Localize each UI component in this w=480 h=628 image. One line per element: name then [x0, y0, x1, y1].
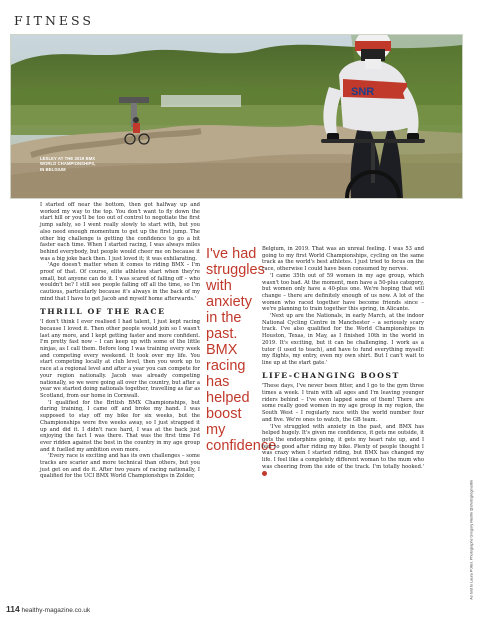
- column-2: [262, 246, 424, 477]
- paragraph: 'I qualified for the British BMX Championships, but during training, I came off and broke my hand. I was supposed to stay off my bike for six weeks, but the Championships were five weeks away, so I just strapped it up and did it. I didn't race hard, I was at the back just enjoying the fact I was there. That was the first time I'd ever ridden against the best in the country in my age group and it fuelled my ambition even more.: [40, 399, 200, 453]
- paragraph: 'Every race is exciting and has its own challenges – some tracks are scarier and more technical than others, but you just get on and do it. After two years of racing nationally, I qualified for the UCI BMX World Championships in Zolder,: [40, 453, 200, 480]
- column-1: [40, 202, 200, 480]
- paragraph: 'I don't think I ever realised I had talent, I just kept racing because I loved it. Then other people would join so I wasn't last any more, and I kept getting faster and more confident. I'm pretty fast now – I can keep up with some of the little ninjas, as I call them. Before long I was training every week and competing every weekend. It took over my life. You start competing locally at club level, then you work up to race at a regional level and after a year you can compete for your region nationally. Jacob was already competing nationally, so we were going all over the country, but after a year we started doing nationals together, travelling as far as Scotland, from our home in Cornwall.: [40, 319, 200, 399]
- paragraph: 'Next up are the Nationals, in early March, at the indoor National Cycling Centre in Manchester – a seriously scary track. I've also qualified for the World Championships in Houston, Texas, in May, as I finished 10th in the world in 2019. It's exciting, but it can be challenging. I work as a tutor (I used to teach), and have to fund everything myself: my flights, my entry, even my own shirt. But I can't wait to line up at the start gate.': [262, 313, 424, 366]
- section-label: FITNESS: [14, 13, 94, 28]
- paragraph: I started off near the bottom, then got halfway up and worked my way to the top. You don't want to fly down the start hill or you'll be too out of control to negotiate the first jump safely, so I went really slowly to start with, but you also need enough momentum to get up the first jump. The other big challenge is getting the confidence to go a bit faster each time. When I started racing, I was always miles behind everybody, but people would cheer me on because it was a big joke back then. I just loved it; it was exhilarating.: [40, 202, 200, 262]
- paragraph: Belgium, in 2019. That was an unreal feeling. I was 53 and going to my first World Championships, cycling on the same track as the world's best athletes. I just tried to focus on the race, otherwise I could have been consumed by nerves.: [262, 246, 424, 273]
- photo-credit: As told to Laura Potter. Photographs Gregory Martin @shotsgregmartin: [470, 480, 474, 600]
- page-footer: [6, 604, 90, 614]
- bmx-track-photo: [11, 35, 462, 198]
- photo-caption: LESLEY AT THE 2019 BMX WORLD CHAMPIONSHIPS, IN BELGIUM: [40, 156, 96, 172]
- paragraph: 'I came 35th out of 59 women in my age group, which wasn't too bad. At the moment, men have a 50-plus category, but women only have a 40-plus one. We're hoping that will change – there are definitely enough of us now. A lot of the women who raced together have become friends since – we're planning to train together this spring, in Alicante.: [262, 272, 424, 313]
- paragraph: [262, 424, 424, 478]
- jersey-text: SNR: [351, 86, 375, 98]
- feature-photo: [10, 34, 463, 199]
- site-url: healthy-magazine.co.uk: [21, 607, 91, 614]
- page-number: 114: [6, 604, 20, 614]
- pull-quote: I've had struggles with anxiety in the past. BMX racing has helped boost my confidence: [206, 246, 277, 454]
- subheading-boost: LIFE-CHANGING BOOST: [262, 370, 400, 380]
- paragraph: 'These days, I've never been fitter, and I go to the gym three times a week. I train with all ages and I'm leaving younger riders behind – I've even lapped some of them! There are some really good women in my age group in my region, the South West – I regularly race with the world number four and five. We're ones to watch, the GB team.: [262, 383, 424, 423]
- end-mark-icon: [262, 471, 267, 476]
- paragraph-text: 'I've struggled with anxiety in the past, and BMX has helped hugely. It's given me confidence, it gets me outside, it gets the endorphins going, it gets my heart rate up, and I feel so good after riding my bike. Plenty of people thought I was crazy when I started riding, but BMX has changed my life. I feel like a completely different woman to the mum who was cheering from the side of the track. I'm totally hooked.': [262, 423, 424, 470]
- subheading-thrill: THRILL OF THE RACE: [40, 306, 166, 316]
- paragraph: 'Age doesn't matter when it comes to riding BMX – I'm proof of that. Of course, elite athletes start when they're small, but anyone can do it. I was scared of falling off – who wouldn't be? I still see people falling off all the time, so I'm cautious, particularly because it's always in the back of my mind that I have to get Jacob and myself home afterwards.': [40, 262, 200, 302]
